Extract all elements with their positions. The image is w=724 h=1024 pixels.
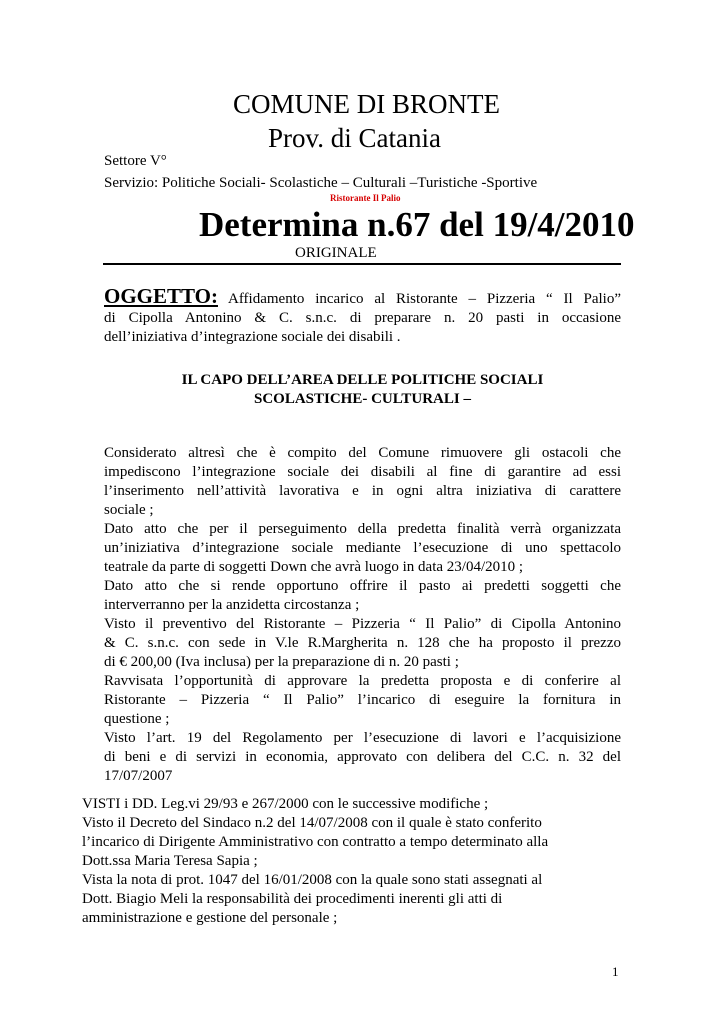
body-line: un’iniziativa d’integrazione sociale mediante l’esecuzione di uno spettacolo	[104, 540, 621, 556]
oggetto-line-1	[104, 284, 621, 309]
oggetto-section	[104, 284, 621, 347]
visti-line: Visto il Decreto del Sindaco n.2 del 14/07/2008 con il quale è stato conferito	[82, 815, 542, 831]
visti-line: Vista la nota di prot. 1047 del 16/01/2008 con la quale sono stati assegnati al	[82, 872, 543, 888]
determina-heading: Determina n.67 del 19/4/2010	[199, 205, 635, 244]
body-line: teatrale da parte di soggetti Down che avrà luogo in data 23/04/2010 ;	[104, 559, 524, 575]
originale-label: ORIGINALE	[295, 245, 377, 261]
body-line: sociale ;	[104, 502, 154, 518]
servizio-label: Servizio: Politiche Sociali- Scolastiche – Culturali –Turistiche -Sportive	[104, 175, 538, 191]
oggetto-line-2: di Cipolla Antonino & C. s.n.c. di preparare n. 20 pasti in occasione	[104, 310, 621, 326]
visti-line: Dott.ssa Maria Teresa Sapia ;	[82, 853, 258, 869]
oggetto-line-3: dell’iniziativa d’integrazione sociale dei disabili .	[104, 329, 401, 345]
body-line: Visto il preventivo del Ristorante – Pizzeria “ Il Palio” di Cipolla Antonino	[104, 616, 621, 632]
visti-line: Dott. Biagio Meli la responsabilità dei procedimenti inerenti gli atti di	[82, 891, 503, 907]
provincia-title: Prov. di Catania	[268, 123, 441, 153]
body-line: interverranno per la anzidetta circostanza ;	[104, 597, 360, 613]
body-line: Ravvisata l’opportunità di approvare la predetta proposta e di conferire al	[104, 673, 621, 689]
body-line: Ristorante – Pizzeria “ Il Palio” l’incarico di eseguire la fornitura in	[104, 692, 621, 708]
body-line: impediscono l’integrazione sociale dei disabili al fine di garantire ad essi	[104, 464, 621, 480]
visti-section	[82, 795, 622, 928]
visti-line: amministrazione e gestione del personale ;	[82, 910, 338, 926]
premesse-section	[104, 444, 621, 786]
body-line: Visto l’art. 19 del Regolamento per l’esecuzione di lavori e l’acquisizione	[104, 730, 621, 746]
page-number: 1	[612, 964, 619, 979]
restaurant-stamp: Ristorante Il Palio	[330, 193, 401, 203]
body-line: di € 200,00 (Iva inclusa) per la preparazione di n. 20 pasti ;	[104, 654, 459, 670]
visti-line: VISTI i DD. Leg.vi 29/93 e 267/2000 con le successive modifiche ;	[82, 796, 489, 812]
body-line: di beni e di servizi in economia, approvato con delibera del C.C. n. 32 del	[104, 749, 621, 765]
oggetto-text: Affidamento incarico al Ristorante – Pizzeria “ Il Palio”	[228, 291, 621, 307]
oggetto-label: OGGETTO:	[104, 284, 218, 308]
capo-line-2: SCOLASTICHE- CULTURALI –	[253, 391, 471, 407]
visti-line: l’incarico di Dirigente Amministrativo con contratto a tempo determinato alla	[82, 834, 549, 850]
body-line: & C. s.n.c. con sede in V.le R.Margherita n. 128 che ha proposto il prezzo	[104, 635, 621, 651]
header-divider	[103, 263, 621, 265]
body-line: Dato atto che per il perseguimento della predetta finalità verrà organizzata	[104, 521, 621, 537]
body-line: Considerato altresì che è compito del Comune rimuovere gli ostacoli che	[104, 445, 621, 461]
comune-title: COMUNE DI BRONTE	[233, 89, 500, 119]
settore-label: Settore V°	[104, 153, 167, 169]
capo-heading	[104, 371, 621, 409]
body-line: 17/07/2007	[104, 768, 173, 784]
body-line: questione ;	[104, 711, 170, 727]
body-line: Dato atto che si rende opportuno offrire il pasto ai predetti soggetti che	[104, 578, 621, 594]
body-line: l’inserimento nell’attività lavorativa e in ogni altra iniziativa di carattere	[104, 483, 621, 499]
capo-line-1: IL CAPO DELL’AREA DELLE POLITICHE SOCIALI	[181, 372, 544, 388]
